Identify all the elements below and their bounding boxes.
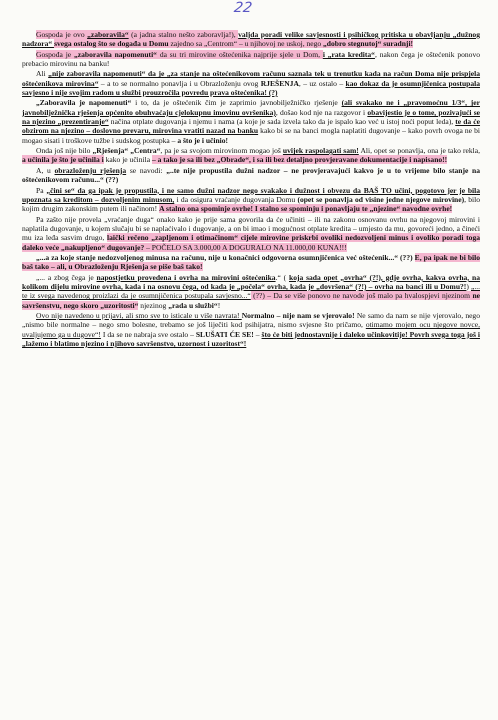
text-run: Gospođa je (36, 49, 74, 59)
text-run: Gospoda je ovo (36, 30, 88, 39)
text-run: zajedno sa „Centrom“ – u njihovoj ne uskoj, nego (168, 39, 324, 49)
text-run: – a tako je sa ili bez „Obrade“, i sa ili bez detaljno provjeravane dokumentacije i napisano!! (151, 155, 448, 165)
document-body (22, 30, 480, 348)
text-run: koja sada opet „ovrha“ (?!), gdje ovrha, kakva ovrha, na kolikom dijelu mirovine ovrha, kada i na osnovu čega, od kada je „počela“ ovrha, kada je „dovršena“ (?!) – ovrha na banci ili u Domu?! (22, 272, 480, 291)
text-run: Onda još nije bilo (36, 146, 93, 156)
text-run: valjda poradi velike savjesnosti i psihičkog pritiska u obavljanju „dužnog nadzora“ (22, 30, 480, 49)
paragraph (22, 98, 480, 145)
text-run: se navodi: (126, 165, 167, 175)
text-run: i da osigura vraćanje dugovanja Domu (174, 194, 298, 204)
text-run: uvijek raspolagati sam! (282, 146, 359, 156)
text-run: ! (217, 300, 221, 310)
text-run: a što je i učinio! (177, 135, 229, 145)
text-run: (opet se ponavlja od visine jedne njegove mirovine) (297, 194, 465, 204)
text-run: njezinog (138, 300, 169, 310)
text-run: SLUŠATI ĆE SE! (195, 329, 254, 339)
text-run: (a jadna stalno nešto zaboravlja!), (128, 30, 239, 39)
paragraph (22, 50, 480, 69)
text-run: Normalno – nije nam se vjerovalo! (241, 310, 355, 320)
text-run: ne savršenstvu, nego skoro „uzoritosti“ (22, 291, 480, 310)
text-run: „... te iz svega navedenog proizlazi da je osumnjičenica postupala savjesno...“ (22, 281, 480, 301)
text-run: , bilo kojim drugim zakonskim putem ili načinom! (22, 194, 481, 214)
text-run: „...a za koje stanje nedozvoljenog minusa na računu, nije u konačnici odgovorna osumnjičenica već oštećenik...“ (??) (36, 252, 415, 262)
text-run: „rada u službi“ (168, 300, 218, 310)
text-run: (ali svakako ne i „pravomoćnu 1/3“, jer javnobilježnička rješenja općenito obuhvaćaju cjelokupnu imovinu ovršenika) (22, 98, 480, 117)
paragraph (22, 311, 480, 348)
text-run: laički rečeno „zapljenom i otimačinom“ cijele mirovine priskrbi ovoliki nedozvoljeni minus i ovoliko poradi toga daleko veće „nakupljeno“ dugovanje? (22, 233, 480, 252)
text-run: – (253, 329, 262, 339)
text-run: A stalno ona spominje ovrhe! I stalno se spominju i ponavljaju te „njezine“ navodne ovrhe! (159, 204, 453, 214)
text-run: kao dokaz da je osumnjičenica postupala savjesno i nije svojim radom u službi prouzročila povredu prava oštećenika! (?) (22, 78, 480, 98)
text-run: – a to se normalno ponavlja i u Obrazloženju ovog (98, 78, 261, 88)
text-run: otimamo mojem ocu njegove novce, uvaljujemo ga u dugove“! (22, 320, 481, 339)
text-run: svega ostalog što se događa u Domu (54, 39, 169, 49)
text-run: a učinila je što je učinila i (22, 155, 104, 165)
paragraph (22, 30, 480, 49)
page-number: 22 (232, 0, 254, 16)
text-run: obavijestio je o tome, pozivajući se na njezino „prezentiranje“ (22, 107, 480, 127)
text-run: kako bi se na banci mogla naplatiti dugovanje – kako povrh ovoga ne bi mogao sisati i troškove tužbe i sudskog postupka – (22, 126, 480, 145)
text-run: „... a zbog čega je (36, 272, 97, 282)
text-run: „Zaboravila je napomenuti“ (36, 98, 132, 108)
text-run: što će biti jednostavnije i daleko učinkovitije! Povrh svega toga još i „lažemo i blatimo njezino i njihovo savršenstvo, uzornost i uzoritost“! (22, 329, 480, 348)
text-run: (??) – Da se više ponovo ne navode još malo pa hvalospjevi njezinom (250, 291, 473, 301)
text-run: „..te nije propustila dužni nadzor – ne provjeravajući kakvo je u to vrijeme bilo stanje na oštećenikovom računu...“ (??) (22, 165, 481, 185)
text-run: Ne samo da nam se nije vjerovalo, nego (354, 310, 480, 320)
text-run: „čini se“ da ga ipak je propustila, i ne samo dužni nadzor nego svakako i dužnost i obvezu da BAŠ TO učini, pogotovo jer je bila upoznata sa kreditom – dozvoljenim minusom, (22, 185, 480, 204)
text-run: Pa (36, 185, 47, 195)
text-run: „Rješenja“ „Centra“ (92, 146, 161, 156)
text-run: , došao kod nje na razgovor i (275, 107, 368, 117)
text-run: da su tri mirovine oštećenika najprije sjele u Dom, (156, 49, 323, 59)
text-run: „nije zaboravila napomenuti“ da je „za stanje na oštećenikovom računu saznala tek u trenutku kada na račun Doma nije prispjela oštećenikova mirovina“ (22, 69, 481, 88)
paragraph (22, 146, 480, 165)
text-run: Pa zašto nije provela „vraćanje duga“ onako kako je prije sama govorila da će učiniti – ili na zakonu osnovanu ovrhu na njegovoj mirovini i naplatila dugovanje, u kojem slučaju bi se naplaćivalo i dugovanje, a on bi imao i mogućnost otplate kredita – umjesto da mu, govoreći jedno, a čineći mu iza leđa sasvim drugo, (22, 214, 480, 243)
text-run: Ovo nije navedeno u prijavi, ali smo sve to isticale u više navrata! (36, 310, 242, 320)
text-run: kako je učinila (103, 155, 152, 165)
paragraph (22, 166, 480, 185)
paragraph (22, 253, 480, 272)
text-run: A, u (36, 165, 55, 175)
text-run: te da će obzirom na njezino – doslovno prevaru, mirovina vratiti nazad na banku (22, 117, 481, 136)
text-run: ) (466, 281, 471, 291)
text-run: I da se ne nabraja sve ostalo – (100, 329, 196, 339)
text-run: Ali (36, 69, 49, 79)
text-run: , nakon čega je oštećenik ponovo prebacio mirovinu na banku! (22, 49, 480, 69)
text-run: i „rata kredita“ (322, 49, 375, 59)
paragraph (22, 215, 480, 252)
text-run: „nismo bile normalne – nego smo bolesne, trebamo se još liječiti kod psihijatra, nismo svjesne što pričamo, (22, 320, 366, 330)
text-run: , pa je sa svojom mirovinom mogao još (160, 146, 283, 156)
text-run: , – uz ostalo – (298, 78, 346, 88)
text-run: .“ ( (275, 272, 289, 282)
paragraph (22, 69, 480, 97)
text-run: Ali, opet se ponavlja, ona je tako rekla, (358, 146, 480, 156)
text-run: napostjetku provedena i ovrha na mirovini oštećenika (96, 272, 276, 282)
text-run: „dobro stegnutoj“ suradnji! (323, 39, 414, 49)
text-run: „zaboravila“ (87, 30, 129, 39)
text-run: E, pa ipak ne bi bilo baš tako – ali, u Obrazloženju Rješenja se piše baš tako! (22, 252, 480, 272)
paragraph (22, 186, 480, 214)
text-run: obrazloženju rješenja (54, 165, 127, 175)
paragraph (22, 273, 480, 310)
text-run: – POČELO SA 3.000,00 A DOGURALO NA 11.000,00 KUNA!!! (144, 242, 347, 252)
text-run: i to, da je oštećenik čim je zaprimio javnobilježničko rješenje (131, 98, 342, 108)
text-run: „zaboravila napomenuti“ (74, 49, 157, 59)
text-run: RJEŠENJA (260, 78, 299, 88)
text-run: načina otplate dugovanja i njemu i nama (a koje je sada izvela tako da je ispalo kao već u istoj noći poput leda), (108, 117, 456, 127)
